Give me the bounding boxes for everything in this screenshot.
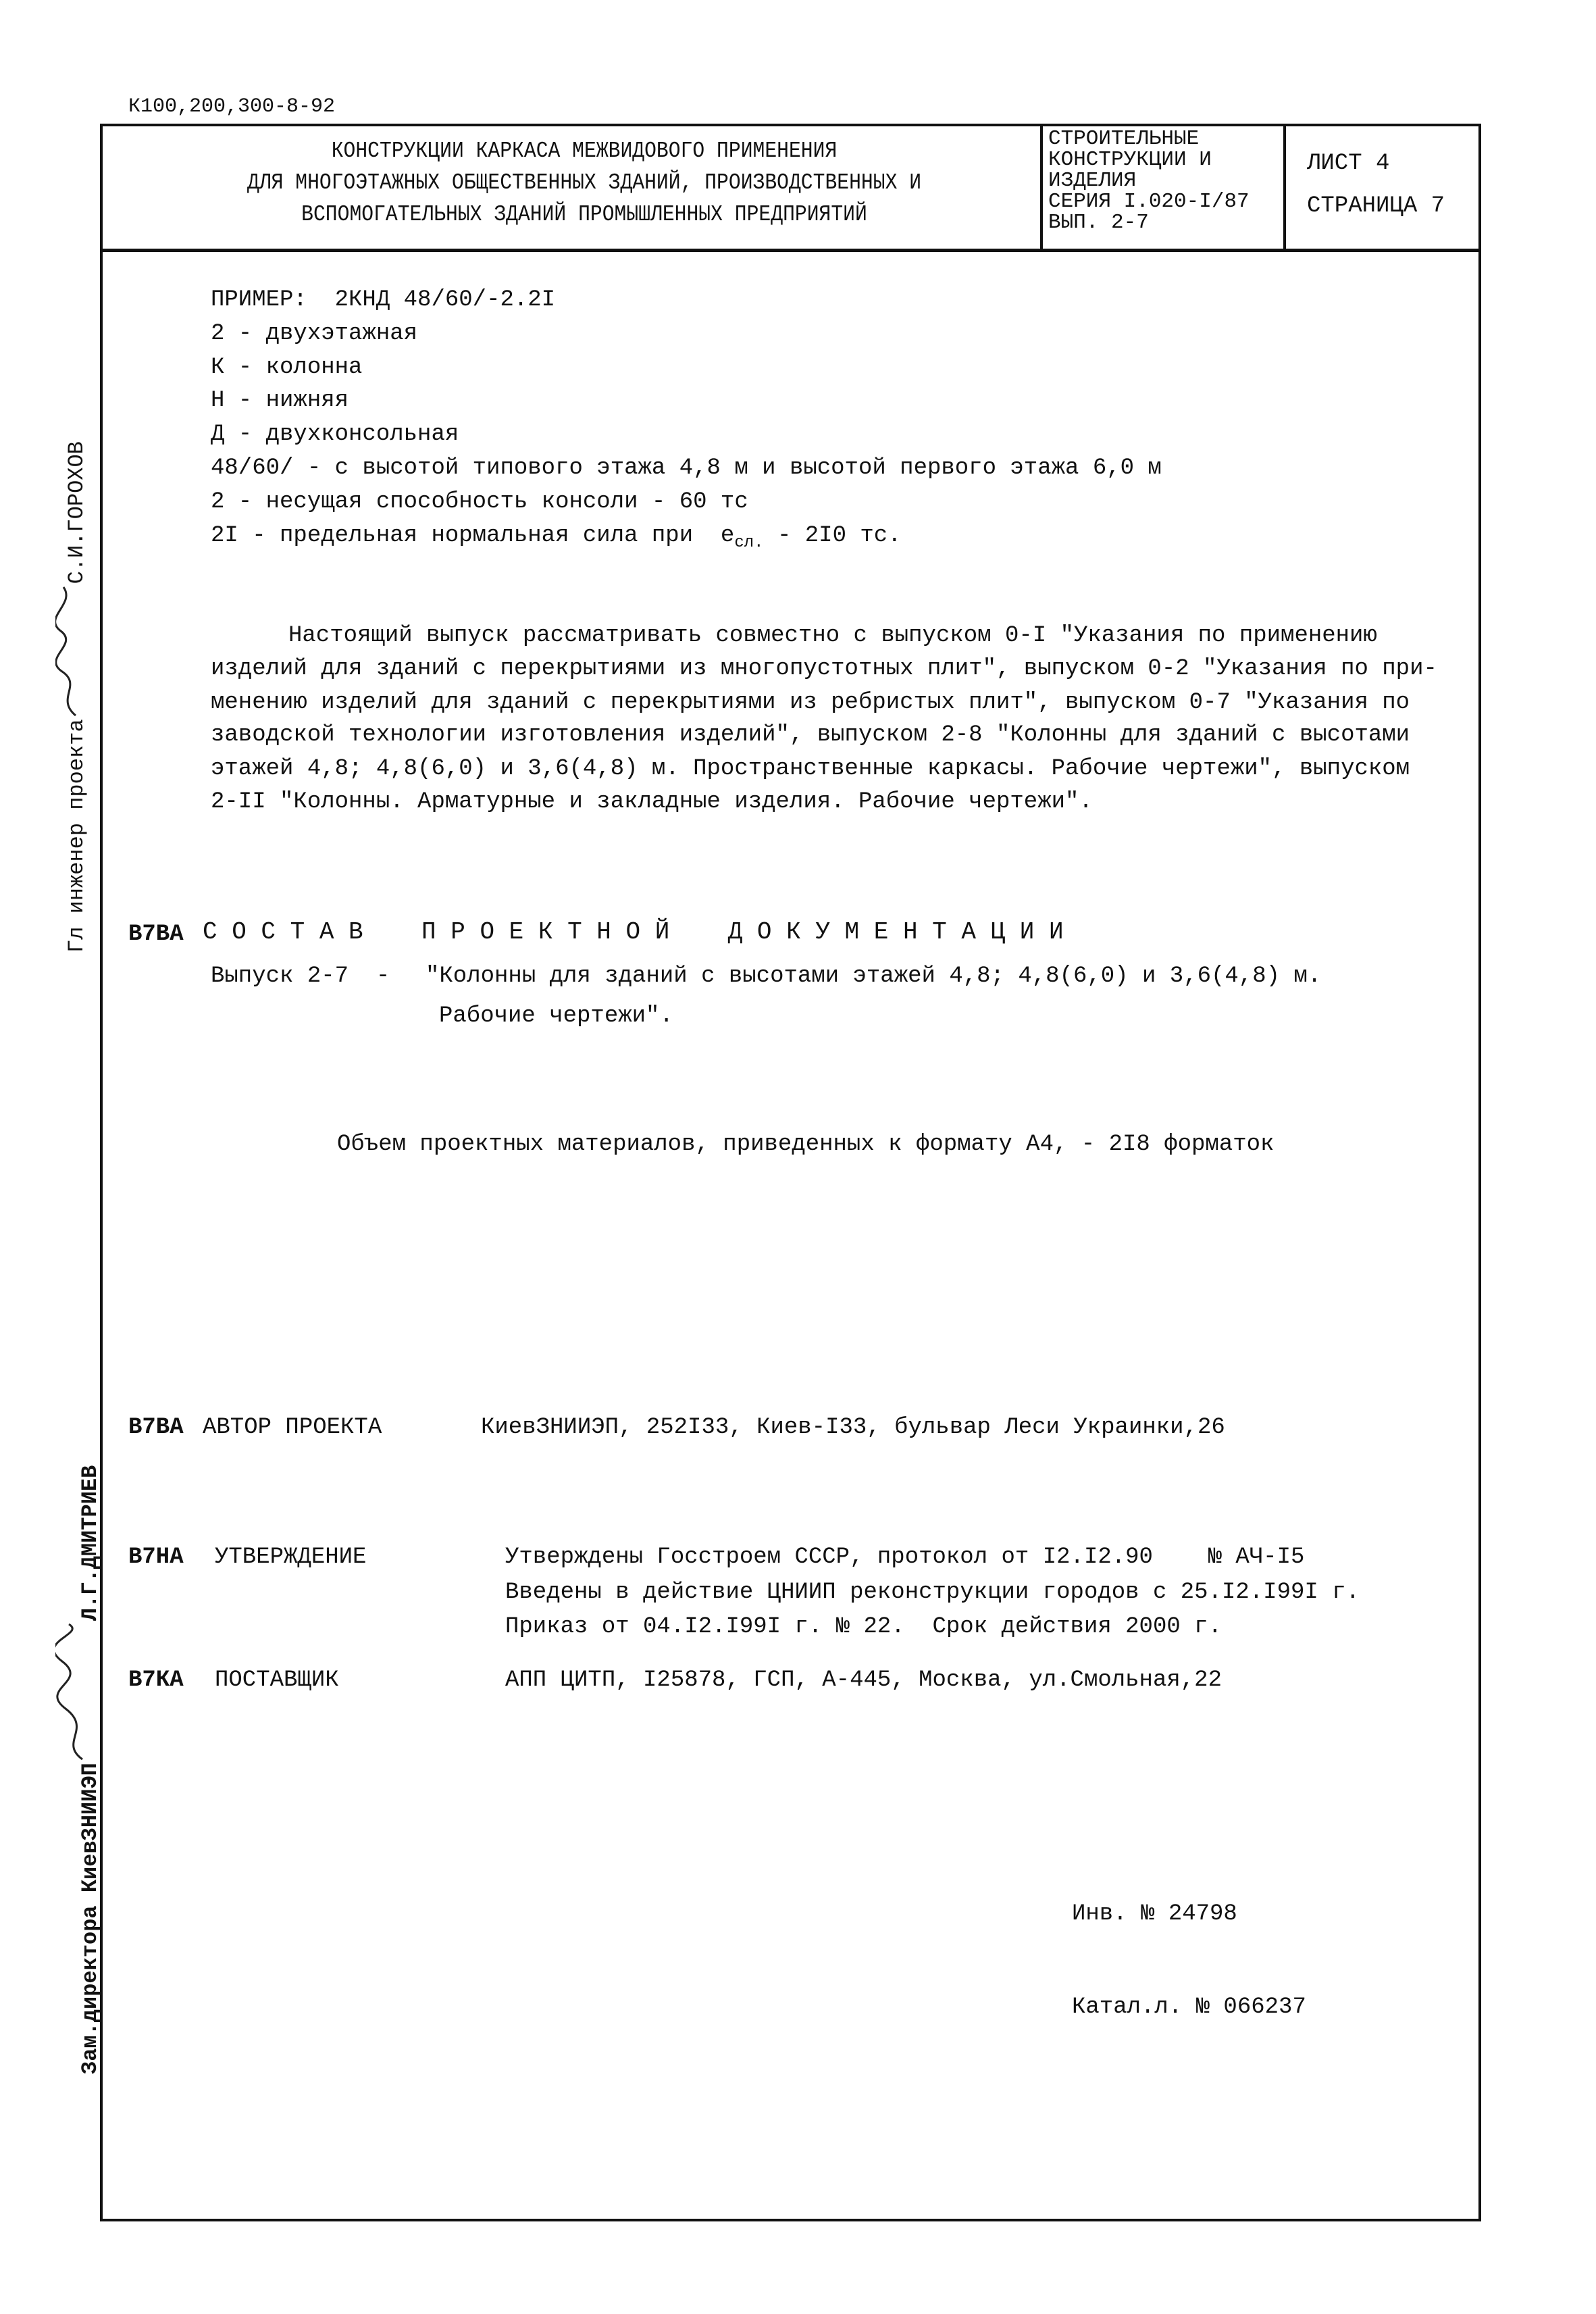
title-line: ДЛЯ МНОГОЭТАЖНЫХ ОБЩЕСТВЕННЫХ ЗДАНИЙ, ПРОИЗВОДСТВЕННЫХ И	[247, 170, 922, 195]
example-line: ПРИМЕР: 2КНД 48/60/-2.2I	[211, 287, 556, 313]
signature	[55, 1621, 103, 1763]
series-info	[1048, 128, 1250, 233]
catalog-number: Катал.л. № 066237	[1072, 1994, 1306, 2020]
volume-note: Объем проектных материалов, приведенных к формату А4, - 2I8 форматок	[337, 1132, 1275, 1157]
issue-label: Выпуск 2-7 -	[211, 963, 390, 989]
example-line	[211, 522, 902, 557]
paragraph-line: изделий для зданий с перекрытиями из многопустотных плит", выпуском 0-2 "Указания по при-	[211, 656, 1437, 682]
paragraph-line: Настоящий выпуск рассматривать совместно с выпуском 0-I "Указания по применению	[288, 623, 1377, 649]
deputy-director-line	[55, 1465, 103, 2074]
divider	[1040, 124, 1043, 252]
series-line: СЕРИЯ I.020-I/87	[1048, 190, 1250, 213]
series-line: КОНСТРУКЦИИ И	[1048, 148, 1212, 172]
section-code: В7КА	[128, 1667, 184, 1693]
example-line: К - колонна	[211, 355, 363, 380]
series-line: СТРОИТЕЛЬНЫЕ	[1048, 127, 1200, 151]
title-line: ВСПОМОГАТЕЛЬНЫХ ЗДАНИЙ ПРОМЫШЛЕННЫХ ПРЕДПРИЯТИЙ	[301, 202, 867, 227]
title-line: КОНСТРУКЦИИ КАРКАСА МЕЖВИДОВОГО ПРИМЕНЕНИЯ	[331, 139, 838, 164]
subscript: сл.	[734, 533, 764, 552]
divider	[1283, 124, 1286, 252]
page-number: СТРАНИЦА 7	[1307, 193, 1445, 219]
example-line: 2 - несущая способность консоли - 60 тс	[211, 489, 748, 515]
paragraph-line: заводской технологии изготовления изделий", выпуском 2-8 "Колонны для зданий с высотами	[211, 722, 1410, 748]
author-value: КиевЗНИИЭП, 252I33, Киев-I33, бульвар Леси Украинки,26	[481, 1415, 1225, 1440]
section-heading: С О С Т А В П Р О Е К Т Н О Й Д О К У М Е Н Т А Ц И И	[203, 918, 1064, 946]
example-line: Н - нижняя	[211, 388, 349, 413]
example-line: 2 - двухэтажная	[211, 321, 418, 347]
approval-line: Введены в действие ЦНИИП реконструкции городов с 25.I2.I99I г.	[505, 1580, 1360, 1605]
document-code: К100,200,300-8-92	[128, 95, 336, 118]
example-line: 48/60/ - с высотой типового этажа 4,8 м и высотой первого этажа 6,0 м	[211, 455, 1162, 481]
inventory-number: Инв. № 24798	[1072, 1901, 1237, 1927]
chief-engineer-name: С.И.ГОРОХОВ	[64, 441, 89, 584]
signature	[55, 584, 89, 719]
example-line: Д - двухконсольная	[211, 422, 459, 447]
section-code: В7ВА	[128, 922, 184, 947]
section-code: В7ВА	[128, 1415, 184, 1440]
chief-engineer-label: Гл инженер проекта	[64, 719, 89, 953]
deputy-director-label: Зам.директора КиевЗНИИЭП	[78, 1763, 103, 2074]
approval-line: Утверждены Госстроем СССР, протокол от I2.I2.90 № АЧ-I5	[505, 1544, 1305, 1570]
issue-line: "Колонны для зданий с высотами этажей 4,8; 4,8(6,0) и 3,6(4,8) м.	[426, 963, 1322, 989]
series-line: ИЗДЕЛИЯ	[1048, 169, 1137, 193]
approval-label: УТВЕРЖДЕНИЕ	[215, 1544, 367, 1570]
approval-line: Приказ от 04.I2.I99I г. № 22. Срок действия 2000 г.	[505, 1614, 1222, 1640]
example-tail: - 2I0 тс.	[763, 523, 902, 549]
author-label: АВТОР ПРОЕКТА	[203, 1415, 382, 1440]
series-line: ВЫП. 2-7	[1048, 211, 1149, 234]
issue-line: Рабочие чертежи".	[439, 1003, 673, 1029]
paragraph-line: этажей 4,8; 4,8(6,0) и 3,6(4,8) м. Пространственные каркасы. Рабочие чертежи", выпуском	[211, 756, 1410, 782]
example-text: 2I - предельная нормальная сила при e	[211, 523, 735, 549]
paragraph-line: 2-II "Колонны. Арматурные и закладные изделия. Рабочие чертежи".	[211, 789, 1093, 815]
chief-engineer-line	[55, 441, 89, 953]
document-title	[180, 135, 989, 230]
section-code: В7НА	[128, 1544, 184, 1570]
paragraph-line: менению изделий для зданий с перекрытиями из ребристых плит", выпуском 0-7 "Указания по	[211, 690, 1410, 715]
supplier-value: АПП ЦИТП, I25878, ГСП, А-445, Москва, ул.Смольная,22	[505, 1667, 1222, 1693]
sheet-number: ЛИСТ 4	[1307, 151, 1390, 176]
deputy-director-name: Л.Г.ДМИТРИЕВ	[78, 1465, 103, 1621]
supplier-label: ПОСТАВЩИК	[215, 1667, 339, 1693]
